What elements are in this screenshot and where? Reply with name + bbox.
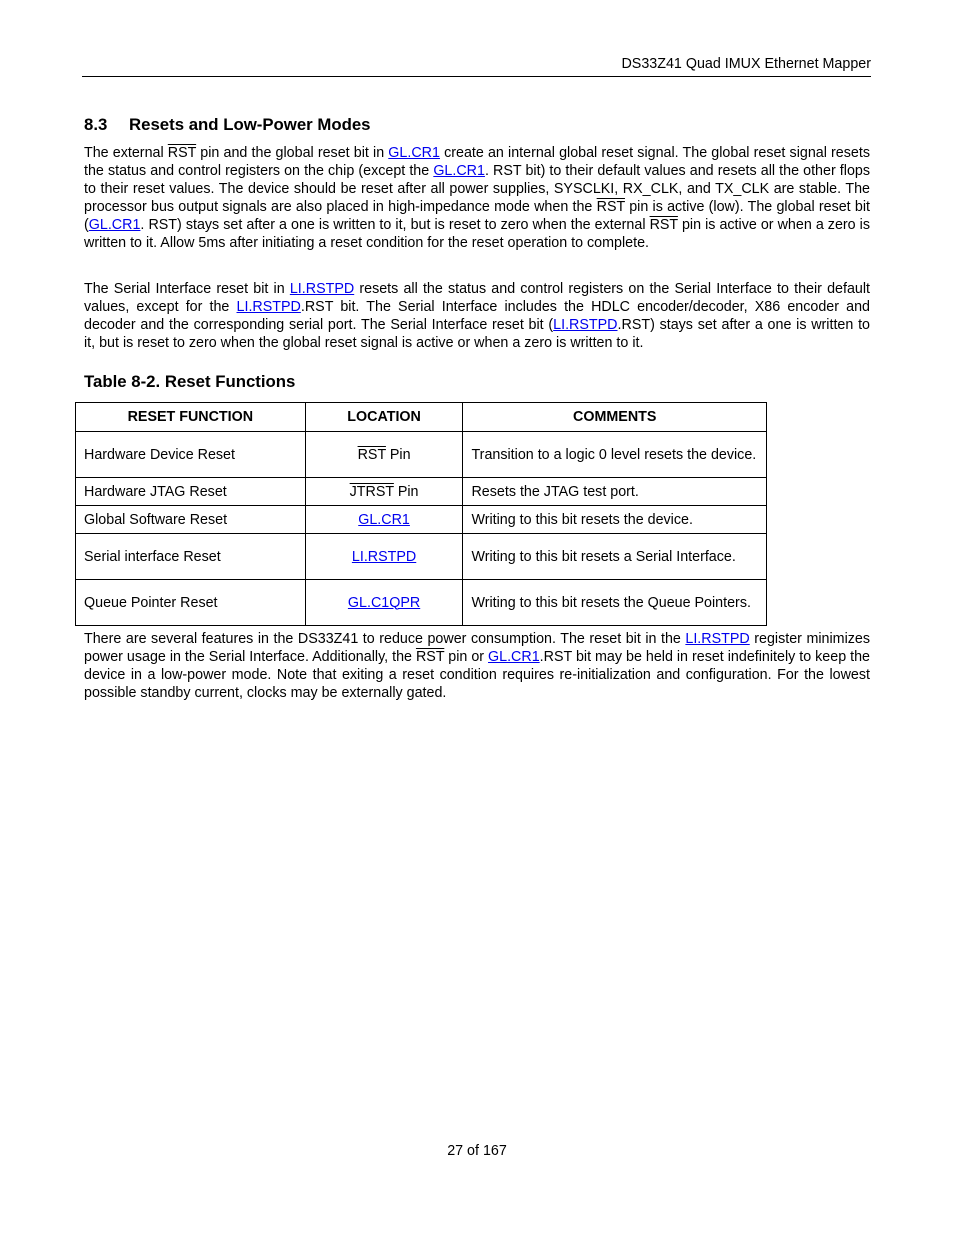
table-caption: Table 8-2. Reset Functions xyxy=(84,372,296,391)
function-cell: Global Software Reset xyxy=(76,506,306,534)
link-gl-cr1[interactable]: GL.CR1 xyxy=(488,649,540,666)
table-row xyxy=(76,534,767,580)
running-header: DS33Z41 Quad IMUX Ethernet Mapper xyxy=(621,56,871,72)
comment-cell: Writing to this bit resets a Serial Interface. xyxy=(463,534,767,580)
table-header-row xyxy=(76,403,767,432)
function-cell: Hardware JTAG Reset xyxy=(76,478,306,506)
rst-signal: $\overline{RST}$ xyxy=(415,649,445,666)
reset-functions-table xyxy=(75,402,767,626)
paragraph-reset-overview: The external $\overline{RST}$ pin and the global reset bit in GL.CR1 create an internal global reset signal. The global reset signal resets the status and control registers on the chip (except the GL.CR1. RST bit) to their default values and resets all the other flops to their reset values. The device should be reset after all power supplies, SYSCLKI, RX_CLK, and TX_CLK are stable. The processor bus output signals are also placed in high-impedance mode when the $\overline{RST}$ pin is active (low). The global reset bit (GL.CR1. RST) stays set after a one is written to it, but is reset to zero when the external $\overline{RST}$ pin is active or when a zero is written to it. Allow 5ms after initiating a reset condition for the reset operation to complete. xyxy=(84,145,870,252)
section-title: Resets and Low-Power Modes xyxy=(129,115,371,134)
link-li-rstpd[interactable]: LI.RSTPD xyxy=(236,299,301,316)
link-gl-cr1[interactable]: GL.CR1 xyxy=(88,217,141,234)
comment-cell: Transition to a logic 0 level resets the device. xyxy=(463,432,767,478)
rst-signal: $\overline{RST}$ xyxy=(357,446,386,463)
rst-signal: $\overline{RST}$ xyxy=(167,145,197,161)
link-li-rstpd[interactable]: LI.RSTPD xyxy=(685,631,750,647)
link-gl-cr1[interactable]: GL.CR1 xyxy=(388,145,440,161)
location-cell xyxy=(305,580,463,626)
rst-signal: $\overline{RST}$ xyxy=(649,217,678,234)
rst-signal: $\overline{RST}$ xyxy=(596,199,625,216)
paragraph-low-power: There are several features in the DS33Z41 to reduce power consumption. The reset bit in the LI.RSTPD register minimizes power usage in the Serial Interface. Additionally, the $\overline{RST}$ pin or GL.CR1.RST bit may be held in reset indefinitely to keep the device in a low-power mode. Note that exiting a reset condition requires re-initialization and configuration. For the lowest possible standby current, clocks may be externally gated. xyxy=(84,631,871,702)
link-li-rstpd[interactable]: LI.RSTPD xyxy=(351,548,417,565)
location-cell xyxy=(305,534,463,580)
table-row xyxy=(76,506,767,534)
column-header: COMMENTS xyxy=(463,403,767,432)
paragraph-serial-reset: The Serial Interface reset bit in LI.RSTPD resets all the status and control registers on the Serial Interface to their default values, except for the LI.RSTPD.RST bit. The Serial Interface includes the HDLC encoder/decoder, X86 encoder and decoder and the corresponding serial port. The Serial Interface reset bit (LI.RSTPD.RST) stays set after a one is written to it, but is reset to zero when the global reset signal is active or when a zero is written to it. xyxy=(84,281,870,352)
section-heading xyxy=(84,115,371,134)
function-cell: Queue Pointer Reset xyxy=(76,580,306,626)
column-header: LOCATION xyxy=(305,403,463,432)
link-gl-cr1[interactable]: GL.CR1 xyxy=(358,511,410,528)
location-cell: JTRST Pin xyxy=(305,478,463,506)
comment-cell: Writing to this bit resets the device. xyxy=(463,506,767,534)
location-cell xyxy=(305,506,463,534)
table-row xyxy=(76,432,767,478)
table-row xyxy=(76,478,767,506)
link-gl-cr1[interactable]: GL.CR1 xyxy=(433,163,485,180)
section-number: 8.3 xyxy=(84,115,108,134)
jtrst-signal: JTRST xyxy=(349,483,394,500)
link-li-rstpd[interactable]: LI.RSTPD xyxy=(553,317,618,334)
function-cell: Serial interface Reset xyxy=(76,534,306,580)
table-row xyxy=(76,580,767,626)
link-gl-c1qpr[interactable]: GL.C1QPR xyxy=(347,594,421,611)
header-rule xyxy=(82,76,871,77)
function-cell: Hardware Device Reset xyxy=(76,432,306,478)
comment-cell: Writing to this bit resets the Queue Pointers. xyxy=(463,580,767,626)
link-li-rstpd[interactable]: LI.RSTPD xyxy=(289,281,355,297)
page-number: 27 of 167 xyxy=(447,1143,507,1159)
location-cell: $\overline{RST}$ Pin xyxy=(305,432,463,478)
comment-cell: Resets the JTAG test port. xyxy=(463,478,767,506)
column-header: RESET FUNCTION xyxy=(76,403,306,432)
